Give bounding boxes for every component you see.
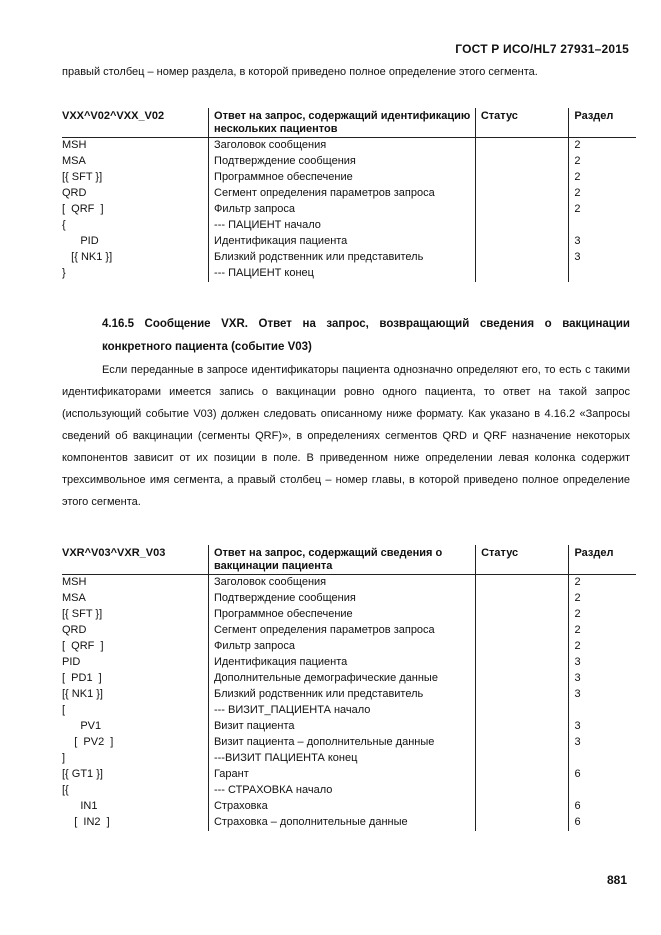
segment-code: IN1: [62, 800, 98, 812]
segment-table-vxx: [62, 108, 636, 282]
segment-code: [ QRF ]: [62, 640, 104, 652]
segment-description: Программное обеспечение: [208, 607, 475, 623]
segment-status: [476, 591, 569, 607]
table-body: [62, 575, 636, 832]
segment-status: [475, 250, 569, 266]
segment-code: PV1: [62, 720, 102, 732]
segment-description: Фильтр запроса: [208, 639, 475, 655]
segment-status: [475, 234, 569, 250]
segment-section: [569, 218, 636, 234]
segment-status: [476, 767, 569, 783]
table-row: [62, 639, 636, 655]
table-row: [62, 138, 636, 155]
column-header: Статус: [476, 545, 569, 575]
segment-code: [{: [62, 784, 69, 796]
segment-description: Визит пациента – дополнительные данные: [208, 735, 475, 751]
segment-section: 6: [569, 799, 636, 815]
segment-section: 2: [569, 591, 636, 607]
segment-code: [: [62, 704, 66, 716]
page-header: ГОСТ Р ИСО/HL7 27931–2015: [455, 42, 629, 56]
segment-status: [476, 815, 569, 831]
segment-description: Визит пациента: [208, 719, 475, 735]
segment-description: Фильтр запроса: [209, 202, 476, 218]
table-row: [62, 250, 636, 266]
segment-section: [569, 266, 636, 282]
segment-section: 2: [569, 202, 636, 218]
intro-paragraph: правый столбец – номер раздела, в которой приведено полное определение этого сегмента.: [62, 66, 538, 78]
table-row: [62, 591, 636, 607]
segment-status: [475, 154, 569, 170]
segment-section: 2: [569, 607, 636, 623]
segment-code: ]: [62, 752, 66, 764]
segment-status: [475, 138, 569, 155]
segment-status: [476, 783, 569, 799]
segment-section: 6: [569, 815, 636, 831]
segment-section: [569, 783, 636, 799]
table-row: [62, 815, 636, 831]
table-row: [62, 719, 636, 735]
segment-status: [476, 751, 569, 767]
table-row: [62, 751, 636, 767]
column-header: VXR^V03^VXR_V03: [62, 545, 208, 575]
table-header-row: [62, 108, 636, 138]
segment-description: Близкий родственник или представитель: [209, 250, 476, 266]
segment-section: 2: [569, 639, 636, 655]
column-header: Статус: [475, 108, 569, 138]
table-row: [62, 202, 636, 218]
segment-description: --- ПАЦИЕНТ начало: [209, 218, 476, 234]
segment-code: [ QRF ]: [62, 203, 104, 215]
segment-description: Страховка – дополнительные данные: [208, 815, 475, 831]
segment-description: Подтверждение сообщения: [209, 154, 476, 170]
segment-section: 3: [569, 250, 636, 266]
table-row: [62, 703, 636, 719]
table-row: [62, 575, 636, 592]
table-row: [62, 623, 636, 639]
segment-code: PID: [62, 656, 81, 668]
segment-description: Дополнительные демографические данные: [208, 671, 475, 687]
column-header: Ответ на запрос, содержащий сведения о вакцинации пациента: [208, 545, 475, 575]
segment-status: [476, 607, 569, 623]
segment-status: [476, 623, 569, 639]
segment-description: Идентификация пациента: [209, 234, 476, 250]
table-row: [62, 218, 636, 234]
segment-code: [{ GT1 }]: [62, 768, 103, 780]
segment-description: Программное обеспечение: [209, 170, 476, 186]
segment-status: [475, 186, 569, 202]
section-heading: [62, 313, 630, 359]
table-row: [62, 266, 636, 282]
table-row: [62, 170, 636, 186]
segment-section: 2: [569, 623, 636, 639]
segment-description: --- ПАЦИЕНТ конец: [209, 266, 476, 282]
table-header-row: [62, 545, 636, 575]
segment-code: [{ SFT }]: [62, 608, 103, 620]
segment-section: 2: [569, 575, 636, 592]
segment-code: [{ NK1 }]: [62, 251, 113, 263]
segment-code: PID: [62, 235, 99, 247]
segment-description: Идентификация пациента: [208, 655, 475, 671]
segment-section: 2: [569, 138, 636, 155]
segment-section: [569, 751, 636, 767]
segment-status: [476, 655, 569, 671]
table-row: [62, 234, 636, 250]
segment-table-vxr: [62, 545, 636, 831]
segment-section: 3: [569, 735, 636, 751]
segment-description: Заголовок сообщения: [209, 138, 476, 155]
segment-status: [475, 170, 569, 186]
section-paragraph: Если переданные в запросе идентификаторы пациента однозначно определяют его, то есть с такими идентификаторами имеется запись о вакцинации ровно одного пациента, то ответ на такой запрос (использующий событие V03) должен следовать описанному ниже формату. Как указано в 4.16.2 «Запросы сведений об вакцинации (сегменты QRF)», в определениях сегментов QRD и QRF назначение некоторых компонентов зависит от их позиции в поле. В приведенном ниже определении левая колонка содержит трехсимвольное имя сегмента, а правый столбец – номер главы, в которой приведено полное определение этого сегмента.: [62, 364, 630, 508]
segment-status: [476, 671, 569, 687]
segment-section: 3: [569, 234, 636, 250]
column-header: Ответ на запрос, содержащий идентификацию нескольких пациентов: [209, 108, 476, 138]
column-header: Раздел: [569, 545, 636, 575]
segment-code: QRD: [62, 187, 87, 199]
segment-section: 3: [569, 687, 636, 703]
segment-status: [476, 575, 569, 592]
segment-status: [475, 266, 569, 282]
segment-status: [476, 687, 569, 703]
segment-description: Близкий родственник или представитель: [208, 687, 475, 703]
segment-status: [476, 639, 569, 655]
table-row: [62, 735, 636, 751]
segment-section: [569, 703, 636, 719]
segment-code: MSH: [62, 576, 87, 588]
segment-description: Сегмент определения параметров запроса: [208, 623, 475, 639]
table-row: [62, 607, 636, 623]
segment-code: MSA: [62, 592, 86, 604]
segment-code: [ PD1 ]: [62, 672, 102, 684]
segment-section: 6: [569, 767, 636, 783]
segment-section: 2: [569, 170, 636, 186]
segment-description: --- СТРАХОВКА начало: [208, 783, 475, 799]
segment-code: MSH: [62, 139, 87, 151]
segment-section: 2: [569, 154, 636, 170]
segment-description: Подтверждение сообщения: [208, 591, 475, 607]
segment-code: [{ NK1 }]: [62, 688, 103, 700]
segment-section: 3: [569, 671, 636, 687]
table-row: [62, 687, 636, 703]
table-row: [62, 186, 636, 202]
segment-code: {: [62, 219, 66, 231]
segment-section: 3: [569, 719, 636, 735]
segment-code: [ PV2 ]: [62, 736, 114, 748]
segment-description: --- ВИЗИТ_ПАЦИЕНТА начало: [208, 703, 475, 719]
table-row: [62, 671, 636, 687]
table-row: [62, 154, 636, 170]
segment-status: [476, 799, 569, 815]
table-body: [62, 138, 636, 283]
page-number: 881: [606, 873, 627, 887]
segment-status: [476, 735, 569, 751]
column-header: VXX^V02^VXX_V02: [62, 108, 209, 138]
segment-description: Страховка: [208, 799, 475, 815]
segment-status: [475, 218, 569, 234]
section-heading-text: 4.16.5 Сообщение VXR. Ответ на запрос, возвращающий сведения о вакцинации конкретного пациента (событие V03): [102, 318, 630, 353]
segment-description: Сегмент определения параметров запроса: [209, 186, 476, 202]
table-row: [62, 767, 636, 783]
table-row: [62, 799, 636, 815]
segment-status: [476, 703, 569, 719]
segment-description: Заголовок сообщения: [208, 575, 475, 592]
segment-status: [476, 719, 569, 735]
segment-code: [ IN2 ]: [62, 816, 110, 828]
segment-description: Гарант: [208, 767, 475, 783]
segment-description: ---ВИЗИТ ПАЦИЕНТА конец: [208, 751, 475, 767]
segment-section: 3: [569, 655, 636, 671]
table-row: [62, 783, 636, 799]
segment-section: 2: [569, 186, 636, 202]
table-row: [62, 655, 636, 671]
segment-code: MSA: [62, 155, 86, 167]
column-header: Раздел: [569, 108, 636, 138]
segment-code: }: [62, 267, 66, 279]
segment-code: [{ SFT }]: [62, 171, 103, 183]
segment-code: QRD: [62, 624, 87, 636]
segment-status: [475, 202, 569, 218]
